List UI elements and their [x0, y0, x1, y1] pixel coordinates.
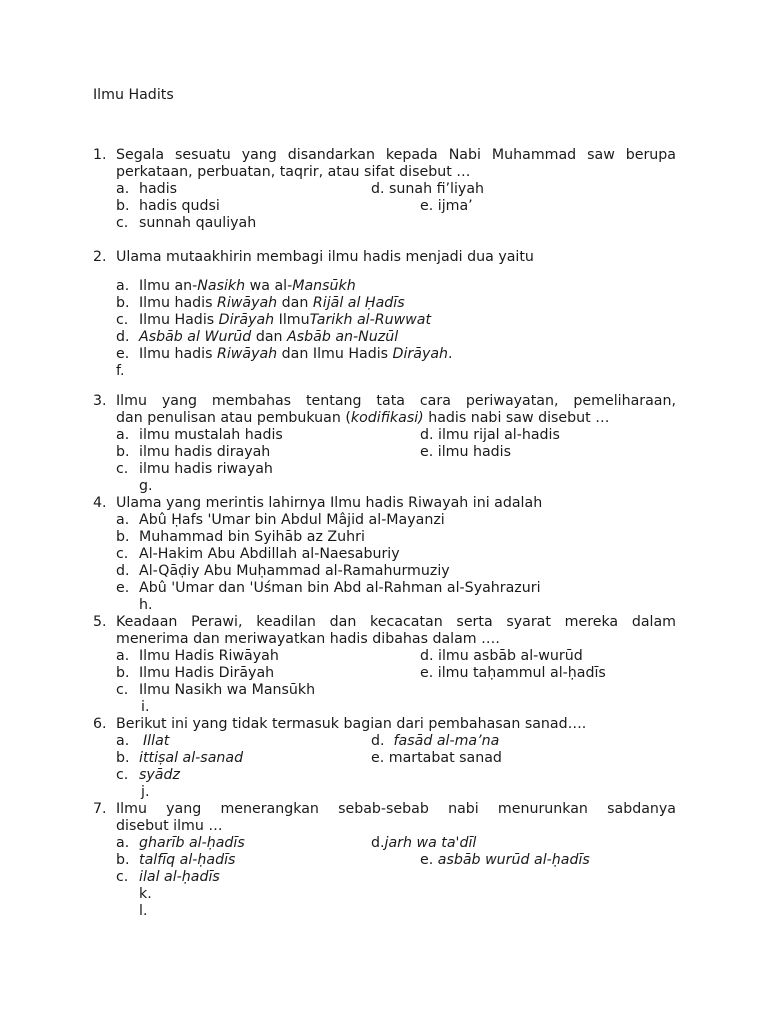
question-text-line: disebut ilmu … [116, 818, 223, 834]
question-number: 4. [93, 495, 107, 511]
option-e: e. Abû 'Umar dan 'Uśman bin Abd al-Rahman al-Syahrazuri [116, 580, 541, 596]
option-c: c. Ilmu Hadis Dirāyah IlmuTarikh al-Ruwwat [116, 312, 432, 328]
option-a: a. Ilmu Hadis Riwāyah [116, 648, 279, 664]
question-text-line: Berikut ini yang tidak termasuk bagian dari pembahasan sanad…. [116, 716, 587, 732]
option-empty: g. [139, 478, 153, 494]
option-d: d.jarh wa ta'dīl [371, 835, 477, 851]
option-b: b. Ilmu hadis Riwāyah dan Rijāl al Ḥadīs [116, 295, 405, 311]
option-b: b. ilmu hadis dirayah [116, 444, 271, 460]
question-text-line: Segala sesuatu yang disandarkan kepada Nabi Muhammad saw berupa [116, 147, 676, 163]
option-empty: l. [139, 903, 148, 919]
question-text-line: Keadaan Perawi, keadilan dan kecacatan serta syarat mereka dalam [116, 614, 676, 630]
option-b: b. Ilmu Hadis Dirāyah [116, 665, 275, 681]
option-e: e. martabat sanad [371, 750, 502, 766]
option-d: d. Al-Qāḍiy Abu Muḥammad al-Ramahurmuziy [116, 563, 450, 579]
option-e: e. Ilmu hadis Riwāyah dan Ilmu Hadis Dirāyah. [116, 346, 453, 362]
question-number: 2. [93, 249, 107, 265]
question-number: 7. [93, 801, 107, 817]
option-e: e. ijma’ [420, 198, 473, 214]
option-c: c. Al-Hakim Abu Abdillah al-Naesaburiy [116, 546, 400, 562]
option-d: d. sunah fi’liyah [371, 181, 485, 197]
option-empty: i. [141, 699, 150, 715]
question-text-line: dan penulisan atau pembukuan (kodifikasi) hadis nabi saw disebut … [116, 410, 610, 426]
question-number: 6. [93, 716, 107, 732]
question-number: 5. [93, 614, 107, 630]
option-c: c. ilmu hadis riwayah [116, 461, 273, 477]
option-e: e. asbāb wurūd al-ḥadīs [420, 852, 590, 868]
option-a: a. gharīb al-ḥadīs [116, 835, 245, 851]
option-e: e. ilmu taḥammul al-ḥadīs [420, 665, 606, 681]
question-text-line: Ulama yang merintis lahirnya Ilmu hadis Riwayah ini adalah [116, 495, 543, 511]
option-c: c. Ilmu Nasikh wa Mansūkh [116, 682, 316, 698]
option-d: d. fasād al-ma’na [371, 733, 500, 749]
question-number: 3. [93, 393, 107, 409]
question-text-line: Ilmu yang membahas tentang tata cara periwayatan, pemeliharaan, [116, 393, 676, 409]
option-empty: f. [116, 363, 125, 379]
option-empty: j. [141, 784, 150, 800]
document-title: Ilmu Hadits [93, 87, 174, 103]
option-a: a. ilmu mustalah hadis [116, 427, 283, 443]
option-b: b. Muhammad bin Syihāb az Zuhri [116, 529, 365, 545]
option-d: d. ilmu rijal al-hadis [420, 427, 560, 443]
option-c: c. sunnah qauliyah [116, 215, 257, 231]
option-d: d. Asbāb al Wurūd dan Asbāb an-Nuzūl [116, 329, 399, 345]
option-c: c. ilal al-ḥadīs [116, 869, 220, 885]
option-b: b. ittiṣal al-sanad [116, 750, 244, 766]
option-a: a. Ilmu an-Nasikh wa al-Mansūkh [116, 278, 356, 294]
option-b: b. hadis qudsi [116, 198, 220, 214]
question-text-line: Ilmu yang menerangkan sebab-sebab nabi menurunkan sabdanya [116, 801, 676, 817]
option-a: a. Illat [116, 733, 170, 749]
option-c: c. syādz [116, 767, 180, 783]
option-e: e. ilmu hadis [420, 444, 511, 460]
option-a: a. Abû Ḥafs 'Umar bin Abdul Mâjid al-Mayanzi [116, 512, 445, 528]
option-b: b. talfīq al-ḥadīs [116, 852, 236, 868]
option-empty: k. [139, 886, 152, 902]
option-empty: h. [139, 597, 153, 613]
option-d: d. ilmu asbāb al-wurūd [420, 648, 583, 664]
question-text-line: perkataan, perbuatan, taqrir, atau sifat disebut … [116, 164, 471, 180]
question-text-line: menerima dan meriwayatkan hadis dibahas dalam …. [116, 631, 500, 647]
question-text-line: Ulama mutaakhirin membagi ilmu hadis menjadi dua yaitu [116, 249, 534, 265]
option-a: a. hadis [116, 181, 178, 197]
question-number: 1. [93, 147, 107, 163]
